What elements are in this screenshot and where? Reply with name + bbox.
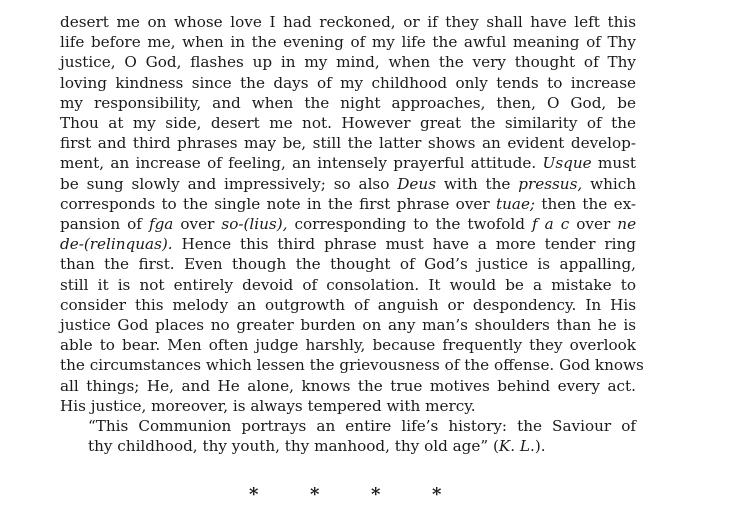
text-line: consider this melody an outgrowth of anguish or despondency. In His [60, 295, 636, 314]
text-line: justice God places no greater burden on any man’s shoulders than he is [60, 316, 636, 335]
latin-term: Deus [397, 174, 436, 193]
text-line: be sung slowly and impressively; so also Deus with the pressus, which [60, 174, 637, 193]
text-line: Thou at my side, desert me not. However great the similarity of the [60, 114, 636, 133]
asterisk: * [249, 484, 259, 505]
text-line: able to bear. Men often judge harshly, because frequently they overlook [60, 336, 636, 355]
paragraph-1 [60, 12, 644, 416]
latin-term: fga [148, 215, 174, 234]
text-line: pansion of fga over so-(lius), corresponding to the twofold f a c over ne [60, 215, 637, 234]
text-line: ment, an increase of feeling, an intensely prayerful attitude. Usque must [60, 154, 637, 173]
citation-abbreviation: K. L. [498, 437, 535, 456]
latin-term: so-(lius), [221, 215, 288, 234]
latin-term: de-(relinquas). [60, 235, 173, 254]
asterisk: * [432, 484, 442, 505]
text-line: thy childhood, thy youth, thy manhood, thy old age” (K. L.). [88, 437, 546, 456]
body-text [60, 12, 644, 456]
text-line: my responsibility, and when the night approaches, then, O God, be [60, 93, 636, 112]
text-line: all things; He, and He alone, knows the true motives behind every act. [60, 376, 636, 395]
latin-term: Usque [542, 154, 592, 173]
paragraph-2 [60, 416, 636, 456]
text-line: loving kindness since the days of my childhood only tends to increase [60, 73, 636, 92]
latin-term: pressus, [518, 174, 583, 193]
text-line: still it is not entirely devoid of consolation. It would be a mistake to [60, 275, 636, 294]
asterisk: * [371, 484, 381, 505]
latin-term: f a c [532, 215, 570, 234]
text-line: the circumstances which lessen the grievousness of the offense. God knows [60, 356, 644, 375]
text-line: His justice, moreover, is always tempered with mercy. [60, 396, 476, 415]
text-line: justice, O God, flashes up in my mind, when the very thought of Thy [60, 53, 636, 72]
text-line: life before me, when in the evening of my life the awful meaning of Thy [60, 33, 636, 52]
section-separator [249, 484, 493, 505]
latin-term: ne [617, 215, 637, 234]
latin-term: tuae; [496, 194, 536, 213]
text-line: than the first. Even though the thought of God’s justice is appalling, [60, 255, 636, 274]
text-line: “This Communion portrays an entire life’s history: the Saviour of [88, 417, 636, 436]
asterisk: * [310, 484, 320, 505]
text-line: corresponds to the single note in the first phrase over tuae; then the ex- [60, 194, 637, 213]
text-line: desert me on whose love I had reckoned, or if they shall have left this [60, 13, 636, 31]
text-line: first and third phrases may be, still the latter shows an evident develop- [60, 134, 636, 153]
text-line: de-(relinquas). Hence this third phrase must have a more tender ring [60, 235, 636, 254]
